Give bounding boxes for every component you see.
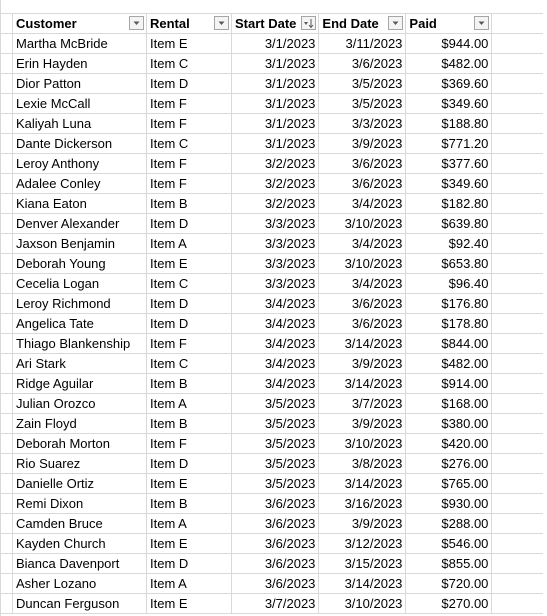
table-row (13, 454, 492, 474)
paid-cell[interactable]: $653.80 (406, 254, 492, 274)
customer-cell[interactable]: Ari Stark (13, 354, 147, 374)
dropdown-arrow-icon (215, 17, 228, 29)
rental-cell[interactable]: Item B (147, 494, 232, 514)
rental-cell[interactable]: Item B (147, 194, 232, 214)
start-date-cell[interactable]: 3/5/2023 (232, 474, 319, 494)
filter-dropdown-button[interactable] (301, 16, 316, 30)
table-row (13, 174, 492, 194)
customer-cell[interactable]: Angelica Tate (13, 314, 147, 334)
start-date-cell[interactable]: 3/4/2023 (232, 374, 319, 394)
end-date-cell[interactable]: 3/10/2023 (319, 594, 406, 614)
rental-cell[interactable]: Item A (147, 234, 232, 254)
paid-cell[interactable]: $276.00 (406, 454, 492, 474)
rental-cell[interactable]: Item D (147, 74, 232, 94)
customer-cell[interactable]: Deborah Young (13, 254, 147, 274)
table-row (13, 274, 492, 294)
customer-cell[interactable]: Danielle Ortiz (13, 474, 147, 494)
filter-dropdown-button[interactable] (388, 16, 403, 30)
end-date-cell[interactable]: 3/5/2023 (319, 94, 406, 114)
table-row (13, 74, 492, 94)
start-date-cell[interactable]: 3/1/2023 (232, 34, 319, 54)
start-date-cell[interactable]: 3/6/2023 (232, 494, 319, 514)
table-row (13, 294, 492, 314)
customer-cell[interactable]: Julian Orozco (13, 394, 147, 414)
rental-cell[interactable]: Item A (147, 574, 232, 594)
end-date-cell[interactable]: 3/12/2023 (319, 534, 406, 554)
rental-cell[interactable]: Item F (147, 154, 232, 174)
end-date-cell[interactable]: 3/8/2023 (319, 454, 406, 474)
paid-cell[interactable]: $930.00 (406, 494, 492, 514)
rental-cell[interactable]: Item F (147, 334, 232, 354)
end-date-cell[interactable]: 3/6/2023 (319, 294, 406, 314)
paid-cell[interactable]: $96.40 (406, 274, 492, 294)
paid-cell[interactable]: $270.00 (406, 594, 492, 614)
start-date-cell[interactable]: 3/2/2023 (232, 194, 319, 214)
end-date-cell[interactable]: 3/14/2023 (319, 374, 406, 394)
rental-table (12, 13, 492, 614)
paid-cell[interactable]: $482.00 (406, 54, 492, 74)
start-date-cell[interactable]: 3/1/2023 (232, 134, 319, 154)
end-date-cell[interactable]: 3/14/2023 (319, 574, 406, 594)
customer-cell[interactable]: Duncan Ferguson (13, 594, 147, 614)
start-date-cell[interactable]: 3/4/2023 (232, 314, 319, 334)
table-row (13, 154, 492, 174)
start-date-cell[interactable]: 3/5/2023 (232, 414, 319, 434)
paid-cell[interactable]: $914.00 (406, 374, 492, 394)
customer-cell[interactable]: Leroy Richmond (13, 294, 147, 314)
customer-cell[interactable]: Dante Dickerson (13, 134, 147, 154)
start-date-cell[interactable]: 3/2/2023 (232, 174, 319, 194)
end-date-cell[interactable]: 3/9/2023 (319, 414, 406, 434)
rental-cell[interactable]: Item F (147, 174, 232, 194)
paid-cell[interactable]: $380.00 (406, 414, 492, 434)
customer-cell[interactable]: Erin Hayden (13, 54, 147, 74)
paid-cell[interactable]: $855.00 (406, 554, 492, 574)
start-date-cell[interactable]: 3/3/2023 (232, 214, 319, 234)
end-date-cell[interactable]: 3/4/2023 (319, 274, 406, 294)
start-date-cell[interactable]: 3/3/2023 (232, 274, 319, 294)
header-label: Start Date (235, 16, 297, 31)
table-row (13, 194, 492, 214)
paid-cell[interactable]: $369.60 (406, 74, 492, 94)
customer-cell[interactable]: Ridge Aguilar (13, 374, 147, 394)
header-end-date[interactable] (319, 14, 406, 34)
table-row (13, 254, 492, 274)
table-row (13, 554, 492, 574)
table-row (13, 374, 492, 394)
paid-cell[interactable]: $639.80 (406, 214, 492, 234)
start-date-cell[interactable]: 3/5/2023 (232, 454, 319, 474)
table-row (13, 234, 492, 254)
customer-cell[interactable]: Kayden Church (13, 534, 147, 554)
start-date-cell[interactable]: 3/4/2023 (232, 294, 319, 314)
customer-cell[interactable]: Martha McBride (13, 34, 147, 54)
sort-ascending-filter-icon (302, 17, 315, 29)
rental-cell[interactable]: Item C (147, 134, 232, 154)
end-date-cell[interactable]: 3/4/2023 (319, 194, 406, 214)
filter-dropdown-button[interactable] (129, 16, 144, 30)
header-rental[interactable] (147, 14, 232, 34)
start-date-cell[interactable]: 3/6/2023 (232, 534, 319, 554)
end-date-cell[interactable]: 3/3/2023 (319, 114, 406, 134)
end-date-cell[interactable]: 3/6/2023 (319, 154, 406, 174)
customer-cell[interactable]: Adalee Conley (13, 174, 147, 194)
start-date-cell[interactable]: 3/1/2023 (232, 114, 319, 134)
paid-cell[interactable]: $377.60 (406, 154, 492, 174)
table-body (13, 34, 492, 614)
rental-cell[interactable]: Item D (147, 294, 232, 314)
table-row (13, 394, 492, 414)
customer-cell[interactable]: Bianca Davenport (13, 554, 147, 574)
end-date-cell[interactable]: 3/10/2023 (319, 434, 406, 454)
customer-cell[interactable]: Kiana Eaton (13, 194, 147, 214)
customer-cell[interactable]: Rio Suarez (13, 454, 147, 474)
paid-cell[interactable]: $349.60 (406, 174, 492, 194)
paid-cell[interactable]: $288.00 (406, 514, 492, 534)
customer-cell[interactable]: Asher Lozano (13, 574, 147, 594)
paid-cell[interactable]: $944.00 (406, 34, 492, 54)
customer-cell[interactable]: Thiago Blankenship (13, 334, 147, 354)
header-start-date[interactable] (232, 14, 319, 34)
start-date-cell[interactable]: 3/3/2023 (232, 234, 319, 254)
end-date-cell[interactable]: 3/14/2023 (319, 334, 406, 354)
rental-cell[interactable]: Item D (147, 314, 232, 334)
start-date-cell[interactable]: 3/5/2023 (232, 434, 319, 454)
paid-cell[interactable]: $182.80 (406, 194, 492, 214)
table-row (13, 434, 492, 454)
end-date-cell[interactable]: 3/5/2023 (319, 74, 406, 94)
header-label: Customer (16, 16, 77, 31)
end-date-cell[interactable]: 3/11/2023 (319, 34, 406, 54)
window-edge (543, 0, 547, 616)
rental-cell[interactable]: Item E (147, 534, 232, 554)
table-row (13, 354, 492, 374)
table-row (13, 114, 492, 134)
paid-cell[interactable]: $349.60 (406, 94, 492, 114)
rental-cell[interactable]: Item F (147, 94, 232, 114)
dropdown-arrow-icon (475, 17, 488, 29)
start-date-cell[interactable]: 3/4/2023 (232, 354, 319, 374)
end-date-cell[interactable]: 3/9/2023 (319, 514, 406, 534)
filter-dropdown-button[interactable] (474, 16, 489, 30)
start-date-cell[interactable]: 3/5/2023 (232, 394, 319, 414)
paid-cell[interactable]: $176.80 (406, 294, 492, 314)
paid-cell[interactable]: $168.00 (406, 394, 492, 414)
rental-cell[interactable]: Item E (147, 474, 232, 494)
start-date-cell[interactable]: 3/6/2023 (232, 554, 319, 574)
end-date-cell[interactable]: 3/9/2023 (319, 134, 406, 154)
end-date-cell[interactable]: 3/10/2023 (319, 214, 406, 234)
rental-cell[interactable]: Item C (147, 354, 232, 374)
filter-dropdown-button[interactable] (214, 16, 229, 30)
paid-cell[interactable]: $482.00 (406, 354, 492, 374)
start-date-cell[interactable]: 3/7/2023 (232, 594, 319, 614)
rental-cell[interactable]: Item E (147, 594, 232, 614)
customer-cell[interactable]: Lexie McCall (13, 94, 147, 114)
end-date-cell[interactable]: 3/4/2023 (319, 234, 406, 254)
end-date-cell[interactable]: 3/10/2023 (319, 254, 406, 274)
table-row (13, 514, 492, 534)
header-paid[interactable] (406, 14, 492, 34)
paid-cell[interactable]: $771.20 (406, 134, 492, 154)
end-date-cell[interactable]: 3/16/2023 (319, 494, 406, 514)
table-row (13, 574, 492, 594)
customer-cell[interactable]: Kaliyah Luna (13, 114, 147, 134)
rental-cell[interactable]: Item D (147, 554, 232, 574)
table-row (13, 214, 492, 234)
start-date-cell[interactable]: 3/4/2023 (232, 334, 319, 354)
paid-cell[interactable]: $765.00 (406, 474, 492, 494)
end-date-cell[interactable]: 3/6/2023 (319, 314, 406, 334)
table-row (13, 474, 492, 494)
rental-cell[interactable]: Item B (147, 374, 232, 394)
table-row (13, 414, 492, 434)
customer-cell[interactable]: Denver Alexander (13, 214, 147, 234)
rental-cell[interactable]: Item D (147, 454, 232, 474)
start-date-cell[interactable]: 3/1/2023 (232, 74, 319, 94)
table-row (13, 94, 492, 114)
paid-cell[interactable]: $844.00 (406, 334, 492, 354)
end-date-cell[interactable]: 3/14/2023 (319, 474, 406, 494)
customer-cell[interactable]: Leroy Anthony (13, 154, 147, 174)
customer-cell[interactable]: Cecelia Logan (13, 274, 147, 294)
rental-cell[interactable]: Item D (147, 214, 232, 234)
customer-cell[interactable]: Jaxson Benjamin (13, 234, 147, 254)
rental-cell[interactable]: Item B (147, 414, 232, 434)
rental-cell[interactable]: Item E (147, 34, 232, 54)
end-date-cell[interactable]: 3/7/2023 (319, 394, 406, 414)
table-row (13, 314, 492, 334)
start-date-cell[interactable]: 3/6/2023 (232, 514, 319, 534)
header-customer[interactable] (13, 14, 147, 34)
paid-cell[interactable]: $92.40 (406, 234, 492, 254)
table-row (13, 534, 492, 554)
customer-cell[interactable]: Remi Dixon (13, 494, 147, 514)
rental-cell[interactable]: Item A (147, 394, 232, 414)
dropdown-arrow-icon (130, 17, 143, 29)
end-date-cell[interactable]: 3/9/2023 (319, 354, 406, 374)
start-date-cell[interactable]: 3/2/2023 (232, 154, 319, 174)
dropdown-arrow-icon (389, 17, 402, 29)
header-label: Rental (150, 16, 190, 31)
customer-cell[interactable]: Camden Bruce (13, 514, 147, 534)
header-row (13, 14, 492, 34)
rental-cell[interactable]: Item E (147, 254, 232, 274)
paid-cell[interactable]: $420.00 (406, 434, 492, 454)
header-label: End Date (322, 16, 379, 31)
rental-cell[interactable]: Item C (147, 274, 232, 294)
rental-cell[interactable]: Item F (147, 434, 232, 454)
table-row (13, 494, 492, 514)
end-date-cell[interactable]: 3/15/2023 (319, 554, 406, 574)
customer-cell[interactable]: Deborah Morton (13, 434, 147, 454)
rental-cell[interactable]: Item C (147, 54, 232, 74)
start-date-cell[interactable]: 3/1/2023 (232, 94, 319, 114)
end-date-cell[interactable]: 3/6/2023 (319, 174, 406, 194)
table-row (13, 334, 492, 354)
paid-cell[interactable]: $188.80 (406, 114, 492, 134)
table-row (13, 54, 492, 74)
rental-cell[interactable]: Item F (147, 114, 232, 134)
paid-cell[interactable]: $720.00 (406, 574, 492, 594)
header-label: Paid (409, 16, 437, 31)
paid-cell[interactable]: $546.00 (406, 534, 492, 554)
start-date-cell[interactable]: 3/6/2023 (232, 574, 319, 594)
paid-cell[interactable]: $178.80 (406, 314, 492, 334)
customer-cell[interactable]: Zain Floyd (13, 414, 147, 434)
table-row (13, 134, 492, 154)
table-row (13, 34, 492, 54)
table-row (13, 594, 492, 614)
start-date-cell[interactable]: 3/3/2023 (232, 254, 319, 274)
start-date-cell[interactable]: 3/1/2023 (232, 54, 319, 74)
rental-cell[interactable]: Item A (147, 514, 232, 534)
customer-cell[interactable]: Dior Patton (13, 74, 147, 94)
end-date-cell[interactable]: 3/6/2023 (319, 54, 406, 74)
